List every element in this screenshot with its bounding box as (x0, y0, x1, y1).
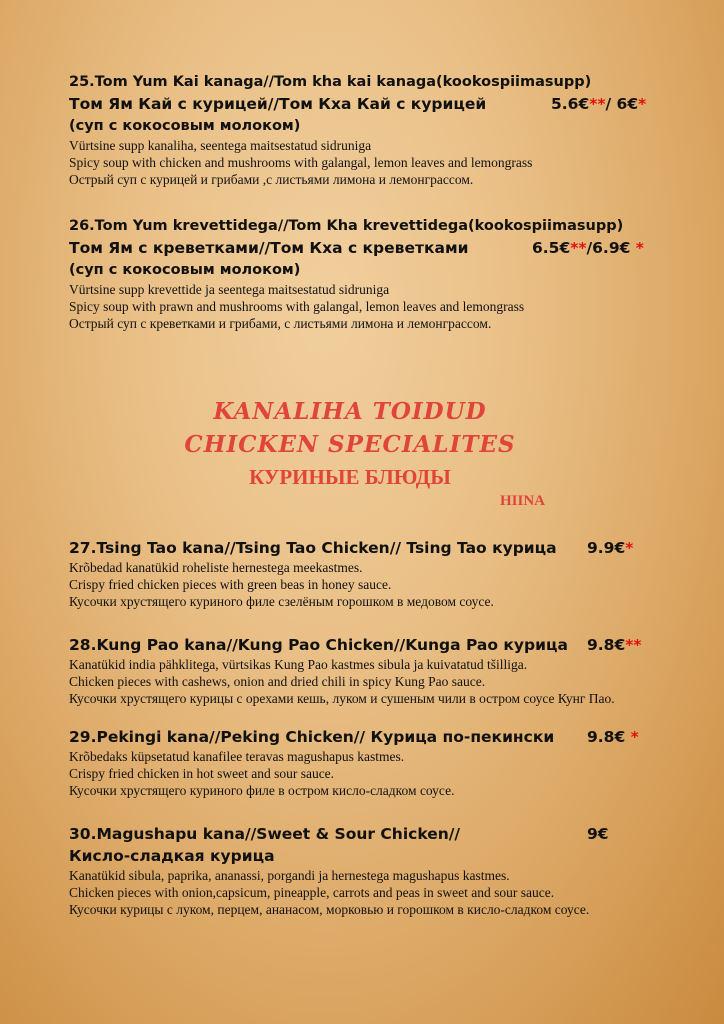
price: 9.8€ (587, 636, 626, 654)
item-title-text: 29.Pekingi kana//Peking Chicken// Курица по-пекински (69, 728, 555, 746)
section-title-ru: КУРИНЫЕ БЛЮДЫ (249, 465, 451, 489)
menu-item-27 (69, 537, 669, 610)
cuisine-tag: HIINA (500, 493, 546, 509)
spice-stars: * (625, 728, 639, 746)
item-desc-ru: Кусочки курицы с луком, перцем, ананасом, морковью и горошком в кисло-сладком соусе. (69, 902, 590, 917)
spice-stars-b: * (630, 239, 644, 257)
item-title (69, 823, 669, 845)
price: 9€ (587, 825, 609, 843)
item-desc-et: Kanatükid india pähklitega, vürtsikas Kung Pao kastmes sibula ja kuivatatud tšilliga. (69, 657, 528, 672)
item-title-ru-text: Том Ям Кай с курицей//Том Кха Кай с курицей (69, 95, 487, 113)
price: 9.8€ (587, 728, 626, 746)
item-title (69, 726, 669, 748)
item-desc-et: Vürtsine supp kanaliha, seentega maitsestatud sidruniga (69, 138, 372, 153)
item-price (532, 237, 644, 259)
item-title-text: 30.Magushapu kana//Sweet & Sour Chicken// (69, 825, 461, 843)
spice-stars: * (625, 539, 634, 557)
section-title-en: CHICKEN SPECIALITES (184, 431, 516, 458)
price-separator: / (586, 239, 593, 257)
price-a: 6.5€ (532, 239, 571, 257)
item-price (587, 634, 641, 656)
item-title-ru (69, 237, 669, 259)
item-subtitle: (суп с кокосовым молоком) (69, 262, 301, 278)
item-title (69, 537, 669, 559)
item-desc-en: Chicken pieces with cashews, onion and dried chili in spicy Kung Pao sauce. (69, 674, 486, 689)
section-title-et: KANALIHA TOIDUD (213, 398, 487, 425)
item-title-text: 27.Tsing Tao kana//Tsing Tao Chicken// Tsing Tao курица (69, 539, 557, 557)
item-desc-ru: Кусочки хрустящего куриного филе в остром кисло-сладком соусе. (69, 783, 455, 798)
item-price (587, 537, 633, 559)
item-title-text: 28.Kung Pao kana//Kung Pao Chicken//Kunga Pao курица (69, 636, 568, 654)
item-desc-et: Krõbedad kanatükid roheliste hernestega meekastmes. (69, 560, 363, 575)
menu-item-28 (69, 634, 669, 707)
spice-stars: ** (625, 636, 642, 654)
item-desc-en: Spicy soup with prawn and mushrooms with galangal, lemon leaves and lemongrass (69, 299, 525, 314)
spice-stars-b: * (638, 95, 647, 113)
item-desc-et: Kanatükid sibula, paprika, ananassi, porgandi ja hernestega magushapus kastmes. (69, 868, 510, 883)
menu-item-26 (69, 215, 669, 332)
spice-stars-a: ** (589, 95, 606, 113)
menu-item-25 (69, 71, 669, 188)
item-desc-ru: Острый суп с курицей и грибами ,с листьями лимона и лемонграссом. (69, 172, 474, 187)
item-price (587, 726, 639, 748)
item-desc-et: Vürtsine supp krevettide ja seentega maitsestatud sidruniga (69, 282, 390, 297)
item-desc-ru: Острый суп с креветками и грибами, с листьями лимона и лемонграссом. (69, 316, 492, 331)
item-desc-en: Crispy fried chicken in hot sweet and sour sauce. (69, 766, 335, 781)
menu-item-30 (69, 823, 669, 918)
price-b: 6.9€ (592, 239, 631, 257)
item-subtitle: (суп с кокосовым молоком) (69, 118, 301, 134)
item-title: 25.Tom Yum Kai kanaga//Tom kha kai kanaga(kookospiimasupp) (69, 74, 592, 90)
item-price (587, 823, 609, 845)
item-desc-et: Krõbedaks küpsetatud kanafilee teravas magushapus kastmes. (69, 749, 405, 764)
item-desc-en: Crispy fried chicken pieces with green beas in honey sauce. (69, 577, 392, 592)
price-separator: / (605, 95, 617, 113)
item-title-ru-text: Том Ям с креветками//Том Кха с креветками (69, 239, 469, 257)
item-title (69, 634, 669, 656)
price-b: 6€ (616, 95, 639, 113)
price-a: 5.6€ (551, 95, 590, 113)
item-desc-ru: Кусочки хрустящего курицы с орехами кешь, луком и сушеным чили в остром соусе Кунг Пао. (69, 691, 615, 706)
item-title-ru (69, 93, 669, 115)
menu-item-29 (69, 726, 669, 799)
item-desc-ru: Кусочки хрустящего куриного филе сзелёным горошком в медовом соусе. (69, 594, 494, 609)
item-price (551, 93, 646, 115)
item-desc-en: Chicken pieces with onion,capsicum, pineapple, carrots and peas in sweet and sour sauce. (69, 885, 555, 900)
item-title: 26.Tom Yum krevettidega//Tom Kha krevettidega(kookospiimasupp) (69, 218, 624, 234)
spice-stars-a: ** (570, 239, 587, 257)
item-title-ru: Кисло-сладкая курица (69, 847, 275, 865)
item-desc-en: Spicy soup with chicken and mushrooms with galangal, lemon leaves and lemongrass (69, 155, 533, 170)
price: 9.9€ (587, 539, 626, 557)
